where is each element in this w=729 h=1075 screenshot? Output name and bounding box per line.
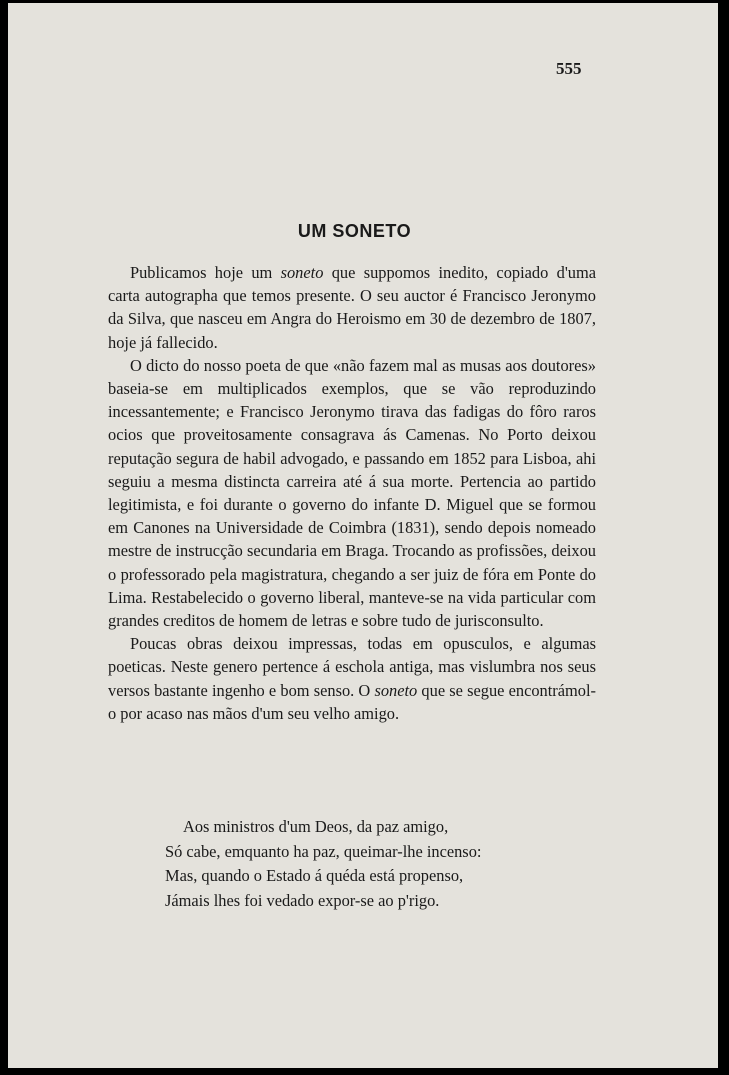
sonnet-stanza: [165, 815, 481, 913]
poem-line: Jámais lhes foi vedado expor-se ao p'rigo.: [165, 890, 440, 910]
text-run: O dicto do nosso poeta de que «não fazem mal as musas aos doutores» baseia-se em multiplicados exemplos, que se vão reproduzindo incessantemente; e Francisco Jeronymo tirava das fadigas do fôro raros ocios que proveitosamente consagrava ás Camenas. No Porto deixou reputação segura de habil advogado, e passando em 1852 para Lisboa, ahi seguiu a mesma distincta carreira até á sua morte. Pertencia ao partido legitimista, e foi durante o governo do infante D. Miguel que se formou em Canones na Universidade de Coimbra (1831), sendo depois nomeado mestre de instrucção secundaria em Braga. Trocando as profissões, deixou o professorado pela magistratura, chegando a ser juiz de fóra em Ponte do Lima. Restabelecido o governo liberal, manteve-se na vida particular com grandes creditos de homem de letras e sobre tudo de jurisconsulto.: [108, 355, 596, 631]
text-run: que suppomos inedito, copiado d'uma carta autographa que temos presente. O seu auctor é Francisco Jeronymo da Silva, que nasceu em Angra do Heroismo em 30 de dezembro de 1807, hoje já fallecido.: [108, 263, 596, 352]
poem-line: Mas, quando o Estado á quéda está propenso,: [165, 866, 464, 885]
italic-term: soneto: [280, 263, 324, 282]
bleed-through-text: [213, 98, 513, 120]
paragraph: [108, 632, 596, 725]
poem-line: Aos ministros d'um Deos, da paz amigo,: [183, 817, 449, 836]
poem-line: Só cabe, emquanto ha paz, queimar-lhe incenso:: [165, 841, 482, 861]
article-title: UM SONETO: [297, 221, 412, 241]
italic-term: soneto: [374, 680, 418, 700]
article-body: [108, 261, 596, 725]
paragraph: [108, 354, 596, 632]
text-run: Publicamos hoje um: [130, 263, 281, 282]
text-run: Poucas obras deixou impressas, todas em opusculos, e algumas poeticas. Neste genero pertence á eschola antiga, mas vislumbra nos seus versos bastante ingenho e bom senso. O: [108, 634, 596, 700]
text-run: que se segue encontrámol-o por acaso nas mãos d'um seu velho amigo.: [108, 680, 596, 723]
page-number: 555: [556, 59, 582, 78]
paragraph: [108, 261, 596, 354]
book-page: [8, 3, 718, 1068]
